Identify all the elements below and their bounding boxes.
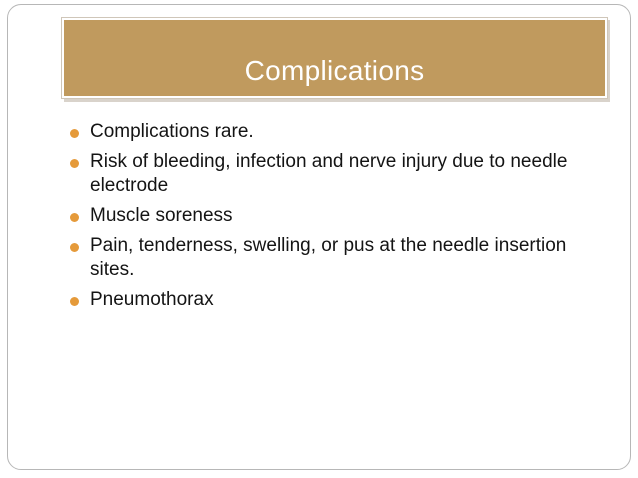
slide-title: Complications <box>244 55 425 86</box>
bullet-item <box>70 120 590 144</box>
bullet-text: Pneumothorax <box>90 289 214 310</box>
bullet-item <box>70 288 590 312</box>
bullet-list <box>70 120 590 318</box>
bullet-text: Pain, tenderness, swelling, or pus at the needle insertion sites. <box>90 235 567 280</box>
title-banner <box>62 18 607 98</box>
bullet-dot-icon <box>70 297 79 306</box>
bullet-item <box>70 150 590 198</box>
bullet-text: Complications rare. <box>90 121 254 142</box>
bullet-text: Risk of bleeding, infection and nerve injury due to needle electrode <box>90 151 568 196</box>
bullet-dot-icon <box>70 213 79 222</box>
bullet-item <box>70 204 590 228</box>
bullet-item <box>70 234 590 282</box>
bullet-text: Muscle soreness <box>90 205 233 226</box>
bullet-dot-icon <box>70 243 79 252</box>
bullet-dot-icon <box>70 129 79 138</box>
bullet-dot-icon <box>70 159 79 168</box>
